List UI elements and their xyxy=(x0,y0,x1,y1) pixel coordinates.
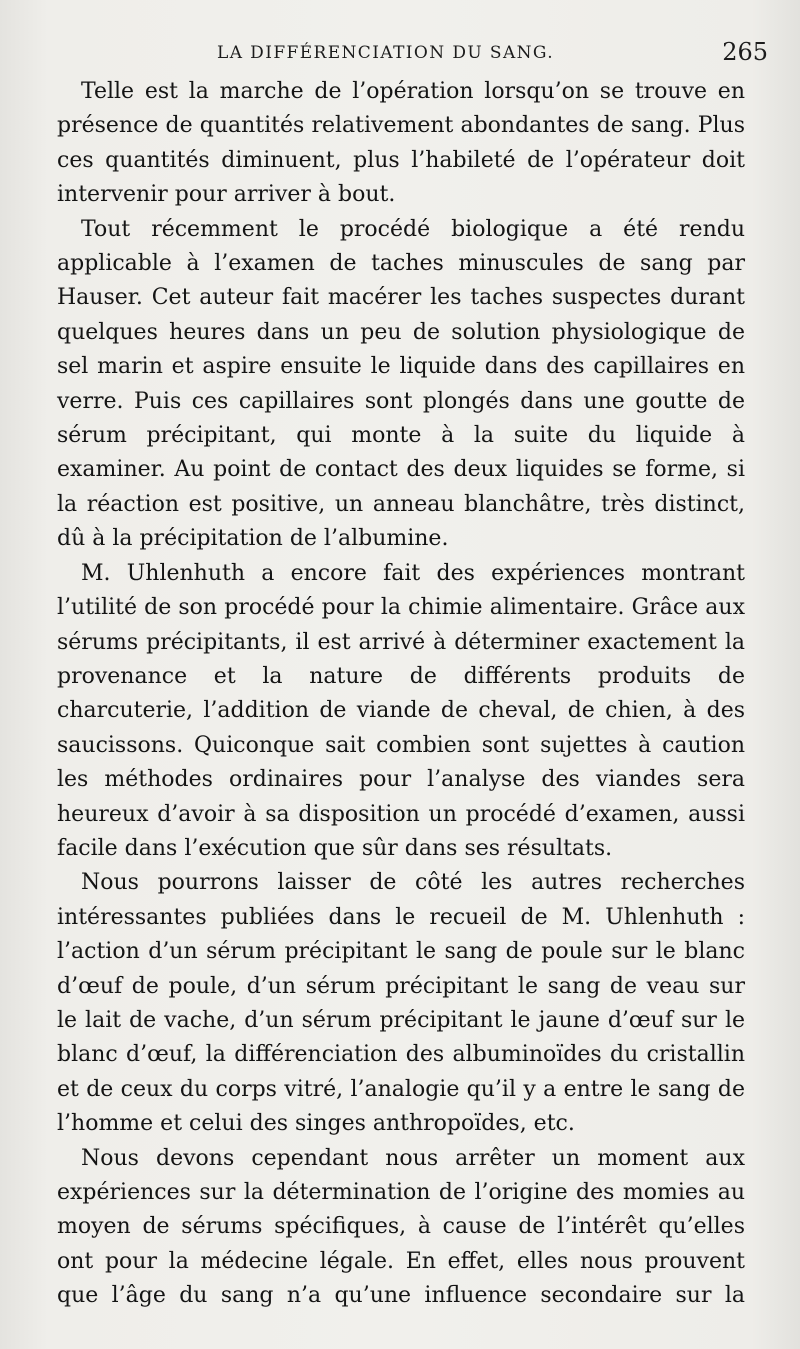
paragraph: Telle est la marche de l’opération lorsqu’on se trouve en présence de quantités relativement abondantes de sang. Plus ces quantités diminuent, plus l’habileté de l’opérateur doit intervenir pour arriver à bout. xyxy=(57,79,745,208)
body-text xyxy=(57,75,745,1314)
running-head xyxy=(60,40,768,70)
running-title: LA DIFFÉRENCIATION DU SANG. xyxy=(217,43,555,63)
paragraph: Nous devons cependant nous arrêter un moment aux expériences sur la détermination de l’origine des momies au moyen de sérums spécifiques, à cause de l’intérêt qu’elles ont pour la médecine légale. En effet, elles nous prouvent que l’âge du sang n’a qu’une influence secondaire sur la xyxy=(57,1145,745,1309)
paragraph: Tout récemment le procédé biologique a été rendu applicable à l’examen de taches minuscules de sang par Hauser. Cet auteur fait macérer les taches suspectes durant quelques heures dans un peu de solution physiologique de sel marin et aspire ensuite le liquide dans des capillaires en verre. Puis ces capillaires sont plongés dans une goutte de sérum précipitant, qui monte à la suite du liquide à examiner. Au point de contact des deux liquides se forme, si la réaction est positive, un anneau blanchâtre, très distinct, dû à la précipitation de l’albumine. xyxy=(57,216,745,552)
paragraph: Nous pourrons laisser de côté les autres recherches intéressantes publiées dans le recueil de M. Uhlenhuth : l’action d’un sérum précipitant le sang de poule sur le blanc d’œuf de poule, d’un sérum précipitant le sang de veau sur le lait de vache, d’un sérum précipitant le jaune d’œuf sur le blanc d’œuf, la différenciation des albuminoïdes du cristallin et de ceux du corps vitré, l’analogie qu’il y a entre le sang de l’homme et celui des singes anthropoïdes, etc. xyxy=(57,870,745,1137)
paragraph: M. Uhlenhuth a encore fait des expériences montrant l’utilité de son procédé pour la chimie alimentaire. Grâce aux sérums précipitants, il est arrivé à déterminer exactement la provenance et la nature de différents produits de charcuterie, l’addition de viande de cheval, de chien, à des saucissons. Quiconque sait combien sont sujettes à caution les méthodes ordinaires pour l’analyse des viandes sera heureux d’avoir à sa disposition un procédé d’examen, aussi facile dans l’exécution que sûr dans ses résultats. xyxy=(57,560,745,861)
page-number: 265 xyxy=(722,38,768,66)
